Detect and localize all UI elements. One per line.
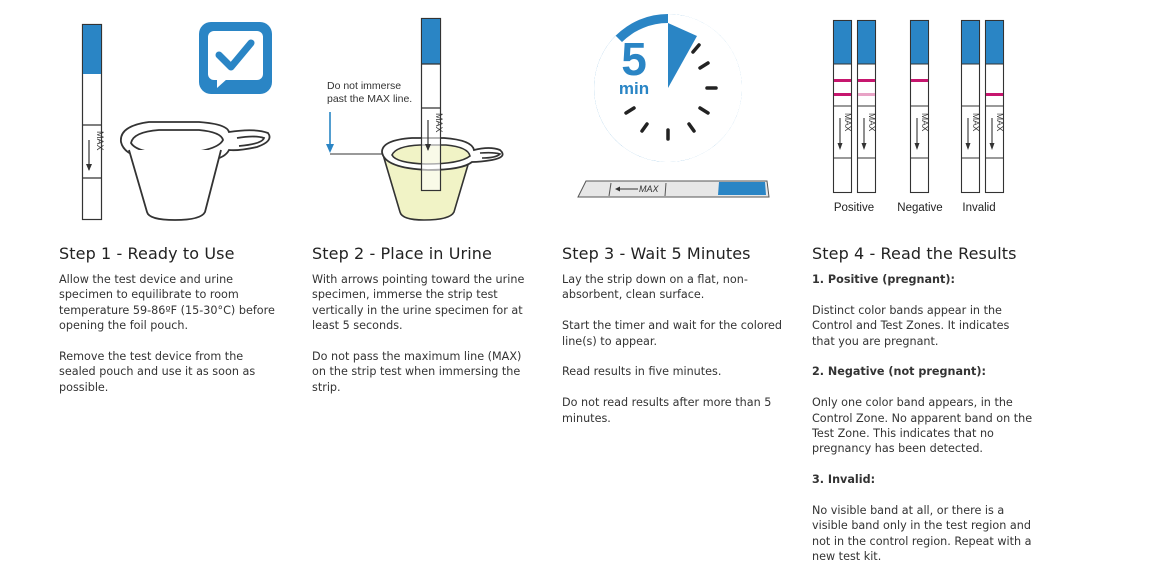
test-strip-icon — [83, 25, 106, 220]
strip-invalid-none — [962, 21, 982, 193]
timer-number: 5 — [621, 33, 647, 85]
step-4-title: Step 4 - Read the Results — [812, 244, 1017, 263]
result-strips — [834, 21, 1006, 193]
down-arrow-icon — [326, 112, 334, 153]
control-band — [858, 79, 875, 82]
step-1-paragraph: Allow the test device and urine specimen to equilibrate to room temperature 59-86ºF (15-30°C) before opening the foil pouch. — [59, 273, 275, 333]
step-1-title: Step 1 - Ready to Use — [59, 244, 235, 263]
urine-cup-icon — [382, 138, 503, 220]
step-2-illustration — [312, 0, 542, 240]
step-2-title: Step 2 - Place in Urine — [312, 244, 492, 263]
result-description: Distinct color bands appear in the Control and Test Zones. It indicates that you are pregnant. — [812, 303, 1010, 348]
label-invalid: Invalid — [962, 202, 996, 214]
test-strip-icon — [578, 181, 769, 197]
result-description: No visible band at all, or there is a visible band only in the test region and not in the control region. Repeat with a new test kit. — [812, 504, 1032, 564]
step-3-illustration — [562, 0, 792, 240]
strip-negative — [911, 21, 931, 193]
test-band — [834, 93, 851, 96]
step-3-paragraph: Start the timer and wait for the colored line(s) to appear. — [562, 319, 783, 348]
strip-max-label: MAX — [95, 131, 105, 151]
immerse-note-line1: Do not immerse — [327, 80, 402, 92]
strip-max-label: MAX — [995, 113, 1005, 132]
result-description: Only one color band appears, in the Control Zone. No apparent band on the Test Zone. This indicates that no pregnancy has been detected. — [812, 396, 1033, 456]
strip-max-label: MAX — [867, 113, 877, 132]
step-2-paragraph: With arrows pointing toward the urine specimen, immerse the strip test vertically in the urine specimen for at least 5 seconds. — [312, 273, 525, 333]
step-3-paragraph: Read results in five minutes. — [562, 365, 722, 379]
timer-unit: min — [618, 79, 650, 98]
step-4-text — [812, 272, 1034, 580]
timer-icon — [594, 14, 742, 162]
result-heading: 1. Positive (pregnant): — [812, 273, 955, 286]
step-2-paragraph: Do not pass the maximum line (MAX) on the strip test when immersing the strip. — [312, 350, 522, 394]
checkmark-chat-icon — [199, 22, 272, 94]
strip-max-label: MAX — [434, 113, 444, 133]
step-3-paragraph: Lay the strip down on a flat, non-absorbent, clean surface. — [562, 273, 748, 302]
label-positive: Positive — [833, 202, 875, 214]
strip-max-label: MAX — [843, 113, 853, 132]
step-3-paragraph: Do not read results after more than 5 minutes. — [562, 396, 772, 425]
result-heading: 2. Negative (not pregnant): — [812, 365, 986, 379]
step-1-illustration — [59, 0, 289, 240]
strip-max-label: MAX — [639, 184, 659, 194]
strip-max-label: MAX — [920, 113, 930, 132]
strip-positive-faint — [858, 21, 878, 193]
step-4-illustration — [812, 0, 1042, 240]
step-3-title: Step 3 - Wait 5 Minutes — [562, 244, 751, 263]
urine-cup-icon — [121, 122, 270, 220]
label-negative: Negative — [897, 202, 943, 214]
control-band — [911, 79, 928, 82]
step-2-text — [312, 272, 534, 411]
result-heading: 3. Invalid: — [812, 473, 876, 487]
step-3-text — [562, 272, 784, 441]
strip-positive-strong — [834, 21, 854, 193]
test-strip-icon — [422, 19, 445, 191]
test-band — [986, 93, 1003, 96]
step-1-text — [59, 272, 281, 411]
strip-max-label: MAX — [971, 113, 981, 132]
strip-invalid-test-only — [986, 21, 1006, 193]
immerse-note-line2: past the MAX line. — [327, 93, 413, 105]
test-band — [858, 93, 875, 96]
control-band — [834, 79, 851, 82]
step-1-paragraph: Remove the test device from the sealed pouch and use it as soon as possible. — [59, 350, 256, 394]
